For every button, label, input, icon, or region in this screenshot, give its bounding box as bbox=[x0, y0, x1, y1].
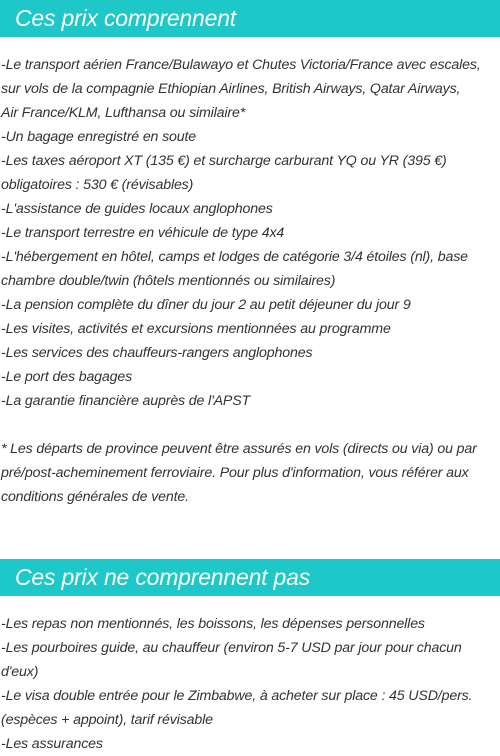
list-item: -L'assistance de guides locaux anglophones bbox=[1, 201, 273, 217]
list-item: -Le transport terrestre en véhicule de type 4x4 bbox=[1, 225, 285, 241]
list-item: -Le port des bagages bbox=[1, 369, 133, 385]
footnote-line: conditions générales de vente. bbox=[1, 489, 189, 505]
footnote-line: * Les départs de province peuvent être assurés en vols (directs ou via) ou par bbox=[1, 441, 477, 457]
footnote-line: pré/post-acheminement ferroviaire. Pour plus d'information, vous référer aux bbox=[1, 465, 469, 481]
list-item: -Les visites, activités et excursions mentionnées au programme bbox=[1, 321, 391, 337]
list-item: obligatoires : 530 € (révisables) bbox=[1, 177, 194, 193]
list-item: -Le transport aérien France/Bulawayo et Chutes Victoria/France avec escales, bbox=[1, 57, 481, 73]
section-header-includes: Ces prix comprennent bbox=[0, 0, 500, 37]
list-item: -La garantie financière auprès de l'APST bbox=[1, 393, 251, 409]
excludes-list bbox=[1, 612, 499, 756]
list-item: Air France/KLM, Lufthansa ou similaire* bbox=[1, 105, 246, 121]
list-item: -Les assurances bbox=[1, 736, 103, 752]
footnote bbox=[1, 437, 499, 509]
list-item: -Les pourboires guide, au chauffeur (environ 5-7 USD par jour pour chacun bbox=[1, 640, 462, 656]
includes-list bbox=[1, 53, 499, 413]
list-item: d'eux) bbox=[1, 664, 39, 680]
list-item: -Les taxes aéroport XT (135 €) et surcharge carburant YQ ou YR (395 €) bbox=[1, 153, 447, 169]
section-header-excludes: Ces prix ne comprennent pas bbox=[0, 559, 500, 596]
list-item: -Les repas non mentionnés, les boissons, les dépenses personnelles bbox=[1, 616, 425, 632]
list-item: chambre double/twin (hôtels mentionnés ou similaires) bbox=[1, 273, 336, 289]
list-item: -Un bagage enregistré en soute bbox=[1, 129, 197, 145]
list-item: sur vols de la compagnie Ethiopian Airlines, British Airways, Qatar Airways, bbox=[1, 81, 461, 97]
list-item: -Les services des chauffeurs-rangers anglophones bbox=[1, 345, 313, 361]
list-item: -Le visa double entrée pour le Zimbabwe, à acheter sur place : 45 USD/pers. bbox=[1, 688, 473, 704]
list-item: (espèces + appoint), tarif révisable bbox=[1, 712, 213, 728]
list-item: -La pension complète du dîner du jour 2 au petit déjeuner du jour 9 bbox=[1, 297, 411, 313]
list-item: -L'hébergement en hôtel, camps et lodges de catégorie 3/4 étoiles (nl), base bbox=[1, 249, 468, 265]
